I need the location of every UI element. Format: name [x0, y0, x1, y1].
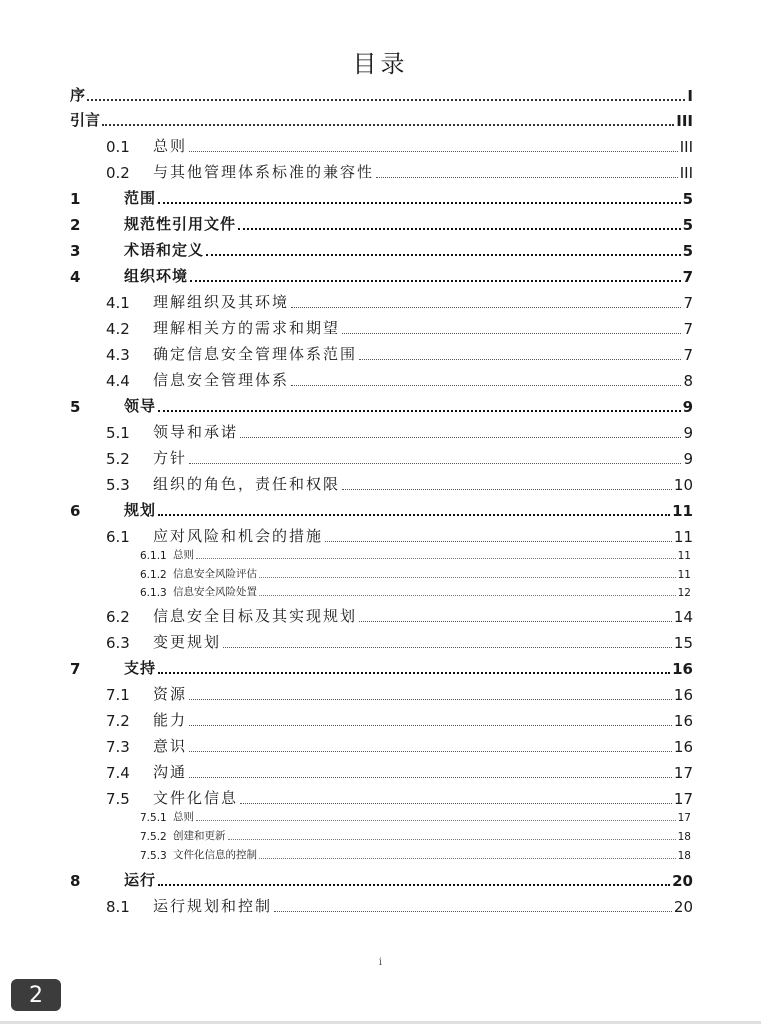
- toc-entry-page: 9: [683, 424, 693, 442]
- toc-entry-page: 16: [673, 686, 693, 704]
- dot-leader: [190, 276, 681, 282]
- dot-leader: [359, 618, 672, 622]
- toc-entry-page: 11: [673, 528, 693, 546]
- dot-leader: [189, 722, 672, 726]
- toc-entry-number: 4.2: [106, 320, 130, 338]
- toc-entry[interactable]: [70, 266, 693, 286]
- toc-entry[interactable]: [70, 318, 693, 338]
- toc-entry-page: 5: [682, 216, 693, 234]
- toc-entry-title: 信息安全风险评估: [173, 568, 257, 580]
- toc-entry-page: 20: [672, 872, 693, 890]
- dot-leader: [359, 356, 681, 360]
- dot-leader: [238, 224, 681, 230]
- toc-entry[interactable]: [70, 548, 691, 562]
- dot-leader: [189, 748, 672, 752]
- dot-leader: [158, 406, 681, 412]
- toc-entry-number: 6.1.1: [140, 550, 167, 562]
- toc-entry-number: 0.1: [106, 138, 130, 156]
- toc-entry-number: 6.1.3: [140, 587, 167, 599]
- toc-entry-page: 14: [673, 608, 693, 626]
- toc-entry[interactable]: [70, 684, 693, 704]
- toc-entry-title: 与其他管理体系标准的兼容性: [153, 163, 375, 181]
- toc-entry-number: 7.3: [106, 738, 130, 756]
- toc-entry-title: 信息安全目标及其实现规划: [153, 607, 358, 625]
- toc-entry-title: 文件化信息: [153, 789, 239, 807]
- toc-entry[interactable]: [70, 606, 693, 626]
- toc-entry-number: 4.4: [106, 372, 130, 390]
- dot-leader: [342, 330, 681, 334]
- toc-entry-page: 12: [677, 587, 691, 599]
- toc-entry-title: 运行规划和控制: [153, 897, 273, 915]
- toc-entry-page: 7: [683, 294, 693, 312]
- dot-leader: [87, 95, 685, 101]
- toc-entry-title: 变更规划: [153, 633, 222, 651]
- dot-leader: [240, 434, 681, 438]
- toc-entry-page: III: [679, 164, 693, 182]
- toc-entry-title: 资源: [153, 685, 188, 703]
- toc-entry-number: 7: [70, 660, 81, 678]
- footer-page-number: i: [378, 957, 383, 968]
- dot-leader: [158, 668, 670, 674]
- toc-entry-title: 信息安全风险处置: [173, 586, 257, 598]
- toc-entry-number: 5.3: [106, 476, 130, 494]
- toc-entry-number: 6.1.2: [140, 569, 167, 581]
- toc-entry-number: 6.3: [106, 634, 130, 652]
- toc-entry-page: 10: [673, 476, 693, 494]
- toc-entry-title: 组织的角色，责任和权限: [153, 475, 341, 493]
- toc-entry-number: 7.2: [106, 712, 130, 730]
- toc-entry-title: 总则: [173, 811, 194, 823]
- dot-leader: [158, 198, 681, 204]
- toc-entry-title: 组织环境: [124, 267, 189, 285]
- toc-entry-page: 18: [677, 850, 691, 862]
- toc-entry-page: 16: [673, 712, 693, 730]
- dot-leader: [196, 556, 676, 559]
- toc-entry-number: 4.3: [106, 346, 130, 364]
- toc-entry-title: 信息安全管理体系: [153, 371, 290, 389]
- toc-entry[interactable]: [70, 474, 693, 494]
- toc-entry[interactable]: [70, 870, 693, 890]
- toc-entry-number: 7.5.3: [140, 850, 167, 862]
- toc-entry[interactable]: [70, 370, 693, 390]
- dot-leader: [102, 120, 674, 126]
- toc-entry-number: 5.2: [106, 450, 130, 468]
- toc-entry[interactable]: [70, 632, 693, 652]
- toc-entry-page: 5: [682, 242, 693, 260]
- toc-entry-page: 5: [682, 190, 693, 208]
- toc-entry-page: 18: [677, 831, 691, 843]
- dot-leader: [376, 174, 678, 178]
- toc-entry-number: 8.1: [106, 898, 130, 916]
- toc-entry-number: 7.4: [106, 764, 130, 782]
- toc-entry-number: 6.1: [106, 528, 130, 546]
- toc-entry-number: 4: [70, 268, 81, 286]
- toc-entry-title: 规范性引用文件: [124, 215, 237, 233]
- toc-entry-title: 创建和更新: [173, 830, 226, 842]
- toc-entry[interactable]: [70, 810, 691, 824]
- toc-entry-page: 11: [672, 502, 693, 520]
- dot-leader: [158, 510, 670, 516]
- toc-entry-page: 17: [673, 790, 693, 808]
- toc-entry-number: 6.2: [106, 608, 130, 626]
- toc-entry[interactable]: [70, 848, 691, 862]
- toc-entry-page: I: [687, 87, 693, 105]
- toc-entry[interactable]: [70, 240, 693, 260]
- toc-entry-title: 总则: [173, 549, 194, 561]
- toc-entry[interactable]: [70, 85, 693, 105]
- toc-entry[interactable]: [70, 214, 693, 234]
- toc-entry-title: 确定信息安全管理体系范围: [153, 345, 358, 363]
- toc-entry[interactable]: [70, 567, 691, 581]
- toc-entry[interactable]: [70, 500, 693, 520]
- toc-entry-title: 支持: [124, 659, 157, 677]
- toc-entry-number: 5: [70, 398, 81, 416]
- dot-leader: [259, 856, 676, 859]
- toc-entry-title: 总则: [153, 137, 188, 155]
- toc-entry-page: 15: [673, 634, 693, 652]
- dot-leader: [240, 800, 672, 804]
- toc-entry[interactable]: [70, 736, 693, 756]
- dot-leader: [325, 538, 672, 542]
- toc-entry-title: 理解组织及其环境: [153, 293, 290, 311]
- page-badge[interactable]: 2: [11, 979, 61, 1011]
- toc-entry[interactable]: [70, 788, 693, 808]
- toc-entry-title: 沟通: [153, 763, 188, 781]
- dot-leader: [291, 304, 681, 308]
- toc-entry-page: 7: [683, 320, 693, 338]
- toc-entry[interactable]: [70, 344, 693, 364]
- toc-entry-number: 4.1: [106, 294, 130, 312]
- toc-entry-page: 17: [677, 812, 691, 824]
- dot-leader: [291, 382, 681, 386]
- toc-entry[interactable]: [70, 448, 693, 468]
- dot-leader: [342, 486, 672, 490]
- toc-entry-title: 引言: [70, 111, 101, 129]
- toc-entry-title: 能力: [153, 711, 188, 729]
- toc-entry[interactable]: [70, 162, 693, 182]
- toc-entry[interactable]: [70, 585, 691, 599]
- toc-entry-title: 规划: [124, 501, 157, 519]
- dot-leader: [189, 696, 672, 700]
- dot-leader: [259, 575, 676, 578]
- toc-entry-title: 运行: [124, 871, 157, 889]
- toc-entry[interactable]: [70, 829, 691, 843]
- toc-entry-page: 16: [673, 738, 693, 756]
- toc-entry-number: 1: [70, 190, 81, 208]
- toc-entry-title: 领导和承诺: [153, 423, 239, 441]
- toc-entry-title: 文件化信息的控制: [173, 849, 257, 861]
- page-title: 目录: [352, 50, 409, 78]
- toc-entry-page: 9: [682, 398, 693, 416]
- toc-entry[interactable]: [70, 292, 693, 312]
- toc-entry[interactable]: [70, 396, 693, 416]
- toc-entry-page: 7: [683, 346, 693, 364]
- toc-entry-page: 7: [682, 268, 693, 286]
- toc-entry-number: 7.5.2: [140, 831, 167, 843]
- dot-leader: [206, 250, 681, 256]
- toc-entry[interactable]: [70, 658, 693, 678]
- dot-leader: [223, 644, 672, 648]
- toc-entry-number: 2: [70, 216, 81, 234]
- toc-entry-title: 领导: [124, 397, 157, 415]
- dot-leader: [189, 460, 681, 464]
- toc-entry-title: 序: [70, 86, 86, 104]
- toc-entry-number: 3: [70, 242, 81, 260]
- toc-entry-page: 8: [683, 372, 693, 390]
- toc-entry[interactable]: [70, 896, 693, 916]
- toc-entry-title: 理解相关方的需求和期望: [153, 319, 341, 337]
- toc-entry-page: 11: [677, 569, 691, 581]
- dot-leader: [259, 593, 676, 596]
- toc-entry[interactable]: [70, 422, 693, 442]
- dot-leader: [189, 774, 672, 778]
- toc-entry-page: III: [676, 112, 693, 130]
- toc-entry-title: 应对风险和机会的措施: [153, 527, 324, 545]
- toc-entry-title: 术语和定义: [124, 241, 205, 259]
- toc-entry-page: 11: [677, 550, 691, 562]
- toc-entry[interactable]: [70, 188, 693, 208]
- toc-entry-page: 17: [673, 764, 693, 782]
- toc-entry-number: 8: [70, 872, 81, 890]
- toc-entry[interactable]: [70, 710, 693, 730]
- toc-entry-page: 16: [672, 660, 693, 678]
- dot-leader: [228, 837, 676, 840]
- toc-entry[interactable]: [70, 526, 693, 546]
- toc-entry-number: 7.1: [106, 686, 130, 704]
- toc-entry-page: 20: [673, 898, 693, 916]
- toc-entry-title: 方针: [153, 449, 188, 467]
- dot-leader: [189, 148, 678, 152]
- toc-entry-number: 0.2: [106, 164, 130, 182]
- toc-entry-title: 意识: [153, 737, 188, 755]
- dot-leader: [196, 818, 676, 821]
- dot-leader: [274, 908, 672, 912]
- toc-entry-number: 7.5.1: [140, 812, 167, 824]
- toc-entry[interactable]: [70, 136, 693, 156]
- toc-entry-title: 范围: [124, 189, 157, 207]
- toc-entry[interactable]: [70, 762, 693, 782]
- toc-entry-number: 7.5: [106, 790, 130, 808]
- toc-entry[interactable]: [70, 110, 693, 130]
- toc-entry-page: 9: [683, 450, 693, 468]
- toc-entry-number: 6: [70, 502, 81, 520]
- toc-entry-number: 5.1: [106, 424, 130, 442]
- dot-leader: [158, 880, 670, 886]
- toc-entry-page: III: [679, 138, 693, 156]
